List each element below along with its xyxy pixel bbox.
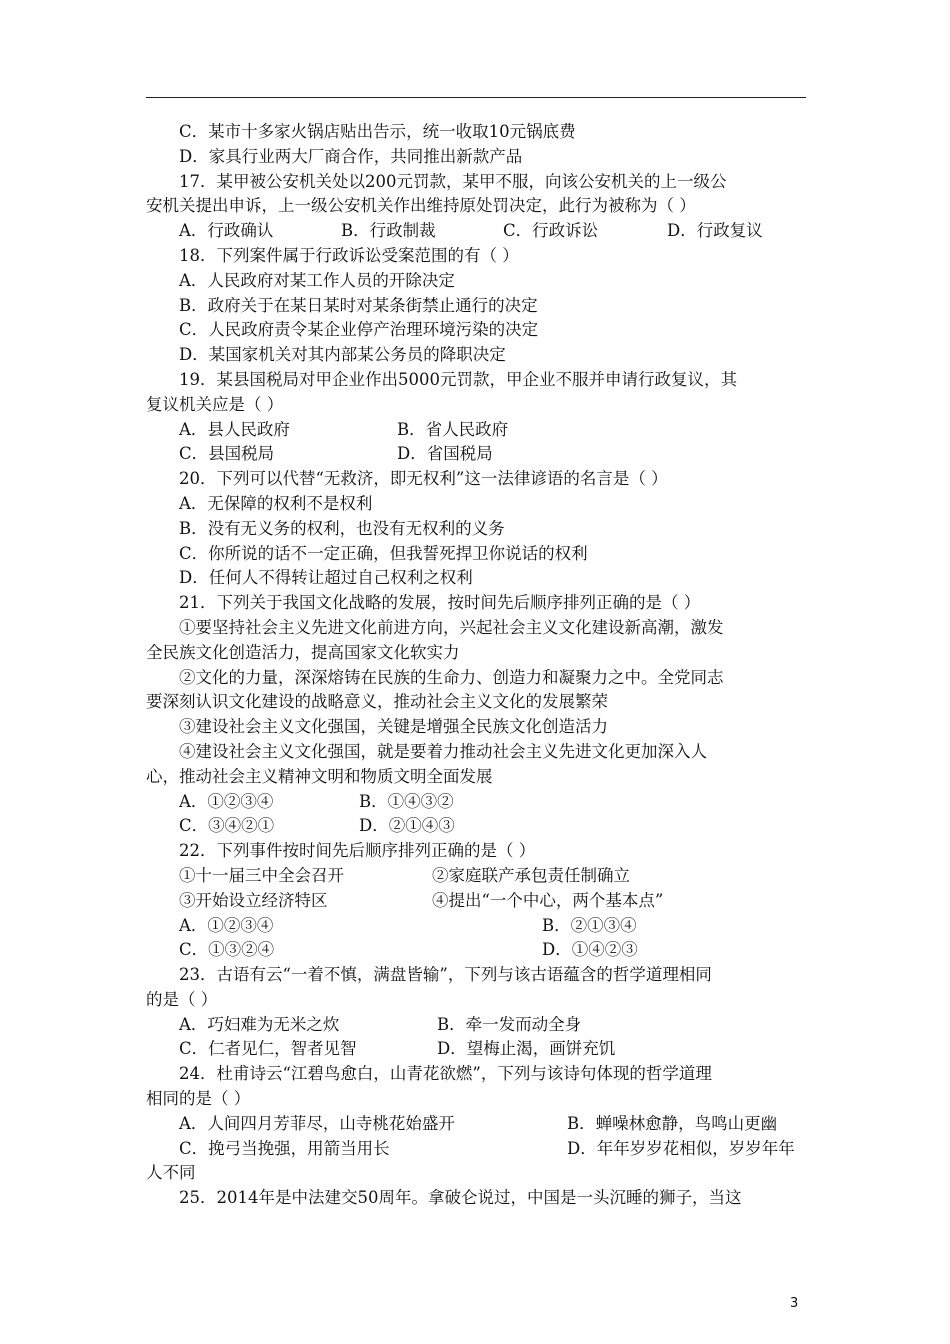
question-17-cont: 安机关提出申诉，上一级公安机关作出维持原处罚决定，此行为被称为（ ） (146, 196, 696, 216)
event-4: ④提出“一个中心，两个基本点” (432, 890, 664, 910)
question-23-cont: 的是（ ） (146, 989, 218, 1009)
statement-1: ①要坚持社会主义先进文化前进方向，兴起社会主义文化建设新高潮，激发 (179, 617, 724, 637)
event-2: ②家庭联产承包责任制确立 (432, 865, 630, 885)
statement-2-cont: 要深刻认识文化建设的战略意义，推动社会主义文化的发展繁荣 (146, 692, 608, 712)
option-d: D．望梅止渴，画饼充饥 (437, 1039, 616, 1059)
option-b: B．蝉噪林愈静，鸟鸣山更幽 (567, 1113, 778, 1133)
option-a: A．人间四月芳菲尽，山寺桃花始盛开 (179, 1113, 455, 1133)
question-22: 22．下列事件按时间先后顺序排列正确的是（ ） (179, 841, 536, 861)
option-line: C．某市十多家火锅店贴出告示，统一收取10元锅底费 (179, 122, 576, 141)
question-24-cont: 相同的是（ ） (146, 1089, 251, 1109)
question-19-options-row1 (146, 418, 808, 443)
event-3: ③开始设立经济特区 (179, 890, 328, 910)
option-b: B．行政制裁 (341, 221, 436, 241)
option-d: D．某国家机关对其内部某公务员的降职决定 (179, 345, 506, 365)
question-25: 25．2014年是中法建交50周年。拿破仑说过，中国是一头沉睡的狮子，当这 (179, 1188, 742, 1208)
option-b: B．省人民政府 (397, 419, 509, 439)
question-24: 24．杜甫诗云“江碧鸟愈白，山青花欲燃”，下列与该诗句体现的哲学道理 (179, 1064, 712, 1084)
question-24-options-row2 (146, 1137, 808, 1162)
statement-4: ④建设社会主义文化强国，就是要着力推动社会主义先进文化更加深入人 (179, 741, 707, 761)
question-21-options-row1 (146, 790, 808, 815)
option-c: C．仁者见仁，智者见智 (179, 1039, 357, 1059)
page-number: 3 (790, 1296, 799, 1311)
option-c: C．挽弓当挽强，用箭当用长 (179, 1138, 390, 1158)
option-d-cont: 人不同 (146, 1163, 196, 1183)
statement-3: ③建设社会主义文化强国，关键是增强全民族文化创造活力 (179, 717, 608, 737)
statement-1-cont: 全民族文化创造活力，提高国家文化软实力 (146, 642, 460, 662)
option-d: D．年年岁岁花相似，岁岁年年 (567, 1138, 795, 1158)
question-20: 20．下列可以代替“无救济，即无权利”这一法律谚语的名言是（ ） (179, 469, 668, 489)
option-a: A．县人民政府 (179, 419, 290, 439)
option-a: A．人民政府对某工作人员的开除决定 (179, 270, 455, 290)
option-a: A．无保障的权利不是权利 (179, 493, 373, 513)
statement-2: ②文化的力量，深深熔铸在民族的生命力、创造力和凝聚力之中。全党同志 (179, 667, 724, 687)
option-c: C．行政诉讼 (503, 221, 599, 241)
event-1: ①十一届三中全会召开 (179, 865, 344, 885)
option-a: A．巧妇难为无米之炊 (179, 1014, 340, 1034)
question-21-options-row2 (146, 814, 808, 839)
question-18: 18．下列案件属于行政诉讼受案范围的有（ ） (179, 245, 519, 265)
option-a: A．行政确认 (179, 221, 274, 241)
option-a: A．①②③④ (179, 791, 274, 811)
question-23: 23．古语有云“一着不慎，满盘皆输”，下列与该古语蕴含的哲学道理相同 (179, 965, 712, 985)
question-19-cont: 复议机关应是（ ） (146, 394, 284, 414)
option-d: D．任何人不得转让超过自己权利之权利 (179, 568, 473, 588)
option-a: A．①②③④ (179, 915, 274, 935)
question-22-events-row1 (146, 864, 808, 889)
option-d: D．②①④③ (359, 816, 455, 836)
question-23-options-row2 (146, 1037, 808, 1062)
option-c: C．③④②① (179, 816, 275, 836)
option-b: B．没有无义务的权利，也没有无权利的义务 (179, 518, 505, 538)
option-line: D．家具行业两大厂商合作，共同推出新款产品 (179, 146, 523, 166)
option-c: C．人民政府责令某企业停产治理环境污染的决定 (179, 320, 539, 340)
option-b: B．①④③② (359, 791, 454, 811)
question-17-options (146, 219, 808, 244)
question-23-options-row1 (146, 1013, 808, 1038)
option-c: C．①③②④ (179, 940, 275, 960)
statement-4-cont: 心，推动社会主义精神文明和物质文明全面发展 (146, 766, 493, 786)
option-b: B．政府关于在某日某时对某条街禁止通行的决定 (179, 295, 538, 315)
option-d: D．①④②③ (542, 940, 638, 960)
option-c: C．县国税局 (179, 444, 275, 464)
option-d: D．省国税局 (397, 444, 493, 464)
question-22-options-row2 (146, 938, 808, 963)
question-22-events-row2 (146, 889, 808, 914)
document-body (146, 120, 808, 1211)
question-24-options-row1 (146, 1112, 808, 1137)
question-22-options-row1 (146, 914, 808, 939)
question-21: 21．下列关于我国文化战略的发展，按时间先后顺序排列正确的是（ ） (179, 593, 701, 613)
option-c: C．你所说的话不一定正确，但我誓死捍卫你说话的权利 (179, 543, 588, 563)
question-17: 17．某甲被公安机关处以200元罚款，某甲不服，向该公安机关的上一级公 (179, 171, 727, 191)
option-b: B．牵一发而动全身 (437, 1014, 582, 1034)
question-19-options-row2 (146, 442, 808, 467)
header-rule (146, 97, 806, 98)
question-19: 19．某县国税局对甲企业作出5000元罚款，甲企业不服并申请行政复议，其 (179, 369, 737, 389)
option-b: B．②①③④ (542, 915, 637, 935)
option-d: D．行政复议 (667, 221, 763, 241)
